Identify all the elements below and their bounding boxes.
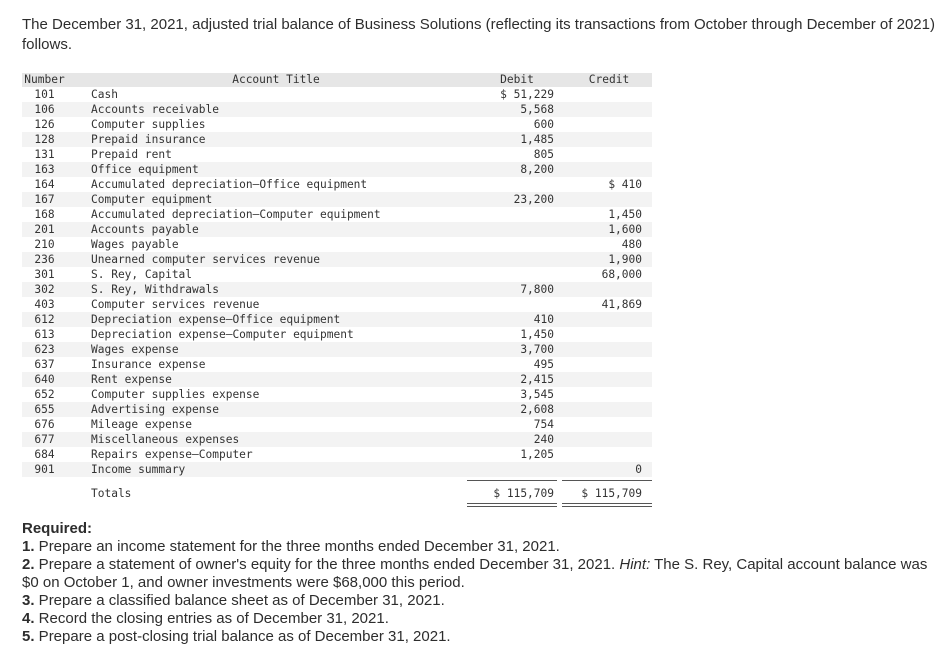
account-title: Accumulated depreciation—Office equipment bbox=[91, 178, 368, 191]
required-item-3: 3. Prepare a classified balance sheet as of December 31, 2021. bbox=[22, 592, 445, 609]
account-title: Depreciation expense—Computer equipment bbox=[91, 328, 354, 341]
account-title: Cash bbox=[91, 88, 118, 101]
account-number: 167 bbox=[34, 193, 55, 206]
account-title: Computer supplies bbox=[91, 118, 206, 131]
totals-row bbox=[22, 485, 652, 503]
debit-sum-line bbox=[467, 480, 557, 481]
account-number: 163 bbox=[34, 163, 55, 176]
required-item-4: 4. Record the closing entries as of December 31, 2021. bbox=[22, 610, 389, 627]
account-title: Mileage expense bbox=[91, 418, 193, 431]
credit-value: 41,869 bbox=[601, 298, 642, 311]
required-heading: Required: bbox=[22, 520, 93, 537]
account-title: Wages payable bbox=[91, 238, 179, 251]
account-number: 655 bbox=[34, 403, 55, 416]
account-number: 128 bbox=[34, 133, 55, 146]
header-number: Number bbox=[24, 73, 65, 86]
account-number: 131 bbox=[34, 148, 55, 161]
table-row bbox=[22, 297, 652, 312]
table-row bbox=[22, 282, 652, 297]
account-title: Rent expense bbox=[91, 373, 172, 386]
account-title: Income summary bbox=[91, 463, 186, 476]
table-row bbox=[22, 177, 652, 192]
table-row bbox=[22, 117, 652, 132]
debit-value: 7,800 bbox=[520, 283, 554, 296]
debit-value: 3,545 bbox=[520, 388, 554, 401]
table-row bbox=[22, 387, 652, 402]
table-row bbox=[22, 102, 652, 117]
account-number: 676 bbox=[34, 418, 55, 431]
account-number: 901 bbox=[34, 463, 55, 476]
credit-value: 480 bbox=[621, 238, 642, 251]
account-number: 236 bbox=[34, 253, 55, 266]
account-title: Insurance expense bbox=[91, 358, 206, 371]
account-title: Unearned computer services revenue bbox=[91, 253, 321, 266]
account-title: S. Rey, Capital bbox=[91, 268, 193, 281]
account-number: 613 bbox=[34, 328, 55, 341]
table-row bbox=[22, 342, 652, 357]
hint-label: Hint: bbox=[619, 556, 651, 573]
table-header bbox=[22, 73, 652, 87]
debit-value: 754 bbox=[533, 418, 554, 431]
table-row bbox=[22, 432, 652, 447]
account-number: 652 bbox=[34, 388, 55, 401]
debit-value: 805 bbox=[533, 148, 554, 161]
account-title: Repairs expense—Computer bbox=[91, 448, 253, 461]
table-row bbox=[22, 357, 652, 372]
header-credit: Credit bbox=[588, 73, 630, 86]
credit-value: 1,900 bbox=[608, 253, 642, 266]
account-title: Office equipment bbox=[91, 163, 199, 176]
debit-value: 2,608 bbox=[520, 403, 554, 416]
table-row bbox=[22, 207, 652, 222]
table-row bbox=[22, 267, 652, 282]
account-title: Computer supplies expense bbox=[91, 388, 260, 401]
credit-value: $ 410 bbox=[608, 178, 642, 191]
required-item-2: 2. Prepare a statement of owner's equity for the three months ended December 31, 2021. Hint: The S. Rey, Capital account balance was $0 on October 1, and owner investments were $68,000 this period. bbox=[22, 556, 928, 591]
debit-value: 600 bbox=[533, 118, 554, 131]
account-number: 210 bbox=[34, 238, 55, 251]
account-number: 106 bbox=[34, 103, 55, 116]
table-row bbox=[22, 462, 652, 477]
account-title: Computer services revenue bbox=[91, 298, 260, 311]
account-title: Prepaid rent bbox=[91, 148, 172, 161]
table-row bbox=[22, 402, 652, 417]
credit-sum-line bbox=[562, 480, 652, 481]
account-title: Computer equipment bbox=[91, 193, 213, 206]
account-number: 637 bbox=[34, 358, 55, 371]
account-title: Accounts payable bbox=[91, 223, 199, 236]
account-title: S. Rey, Withdrawals bbox=[91, 283, 219, 296]
account-title: Accumulated depreciation—Computer equipment bbox=[91, 208, 381, 221]
table-row bbox=[22, 237, 652, 252]
account-title: Miscellaneous expenses bbox=[91, 433, 240, 446]
account-number: 684 bbox=[34, 448, 55, 461]
debit-value: 495 bbox=[533, 358, 554, 371]
table-row bbox=[22, 327, 652, 342]
table-row bbox=[22, 147, 652, 162]
account-title: Wages expense bbox=[91, 343, 179, 356]
debit-value: 410 bbox=[533, 313, 554, 326]
account-title: Depreciation expense—Office equipment bbox=[91, 313, 341, 326]
totals-debit: $ 115,709 bbox=[493, 487, 554, 500]
account-title: Advertising expense bbox=[91, 403, 219, 416]
account-number: 126 bbox=[34, 118, 55, 131]
table-row bbox=[22, 132, 652, 147]
account-number: 101 bbox=[34, 88, 55, 101]
credit-value: 68,000 bbox=[601, 268, 642, 281]
debit-value: 1,485 bbox=[520, 133, 554, 146]
table-row bbox=[22, 162, 652, 177]
credit-value: 0 bbox=[635, 463, 642, 476]
totals-credit: $ 115,709 bbox=[581, 487, 642, 500]
debit-value: 3,700 bbox=[520, 343, 554, 356]
debit-value: 2,415 bbox=[520, 373, 554, 386]
trial-balance-table bbox=[22, 73, 652, 507]
table-row bbox=[22, 372, 652, 387]
table-row bbox=[22, 417, 652, 432]
debit-value: $ 51,229 bbox=[500, 88, 554, 101]
account-number: 640 bbox=[34, 373, 55, 386]
table-row bbox=[22, 312, 652, 327]
debit-value: 5,568 bbox=[520, 103, 554, 116]
totals-label: Totals bbox=[91, 487, 132, 500]
account-title: Accounts receivable bbox=[91, 103, 219, 116]
header-debit: Debit bbox=[500, 73, 534, 86]
account-number: 201 bbox=[34, 223, 55, 236]
account-number: 302 bbox=[34, 283, 55, 296]
intro-text: The December 31, 2021, adjusted trial balance of Business Solutions (reflecting its transactions from October through December of 2021) follows. bbox=[22, 16, 935, 53]
credit-value: 1,600 bbox=[608, 223, 642, 236]
account-number: 623 bbox=[34, 343, 55, 356]
account-number: 403 bbox=[34, 298, 55, 311]
credit-double-underline bbox=[562, 503, 652, 507]
table-row bbox=[22, 222, 652, 237]
table-body bbox=[22, 87, 652, 477]
account-number: 677 bbox=[34, 433, 55, 446]
account-number: 164 bbox=[34, 178, 55, 191]
table-row bbox=[22, 87, 652, 102]
account-number: 168 bbox=[34, 208, 55, 221]
debit-double-underline bbox=[467, 503, 557, 507]
account-number: 301 bbox=[34, 268, 55, 281]
debit-value: 240 bbox=[533, 433, 554, 446]
account-number: 612 bbox=[34, 313, 55, 326]
debit-value: 1,450 bbox=[520, 328, 554, 341]
table-row bbox=[22, 192, 652, 207]
table-row bbox=[22, 447, 652, 462]
required-section bbox=[22, 520, 937, 646]
table-row bbox=[22, 252, 652, 267]
credit-value: 1,450 bbox=[608, 208, 642, 221]
debit-value: 8,200 bbox=[520, 163, 554, 176]
debit-value: 1,205 bbox=[520, 448, 554, 461]
required-item-5: 5. Prepare a post-closing trial balance as of December 31, 2021. bbox=[22, 628, 451, 645]
debit-value: 23,200 bbox=[513, 193, 554, 206]
account-title: Prepaid insurance bbox=[91, 133, 206, 146]
header-account-title: Account Title bbox=[232, 73, 320, 86]
required-item-1: 1. Prepare an income statement for the three months ended December 31, 2021. bbox=[22, 538, 560, 555]
